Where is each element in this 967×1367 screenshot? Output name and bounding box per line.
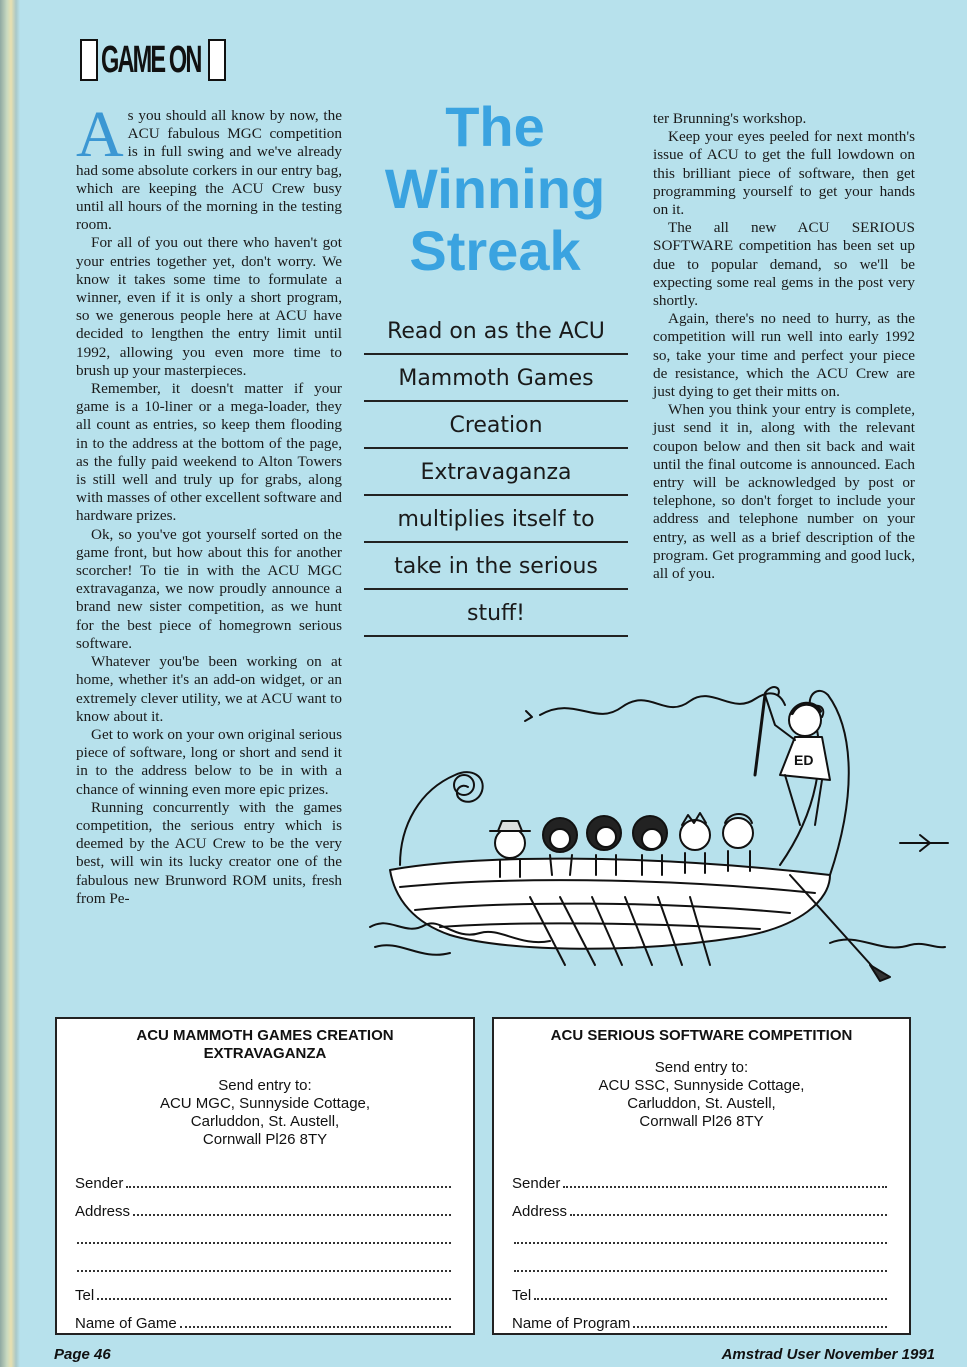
coupon-title: ACU SERIOUS SOFTWARE COMPETITION — [550, 1027, 853, 1044]
standfirst — [364, 310, 628, 639]
article-paragraph: Ok, so you've got yourself sorted on the game front, but how about this for another scorcher! To tie in with the ACU MGC extravaganza, we now proudly announce a brand new sister competition, as we hunt for the best piece of homegrown serious software. — [76, 525, 342, 652]
article-paragraph: As you should all know by now, the ACU fabulous MGC competition is in full swing and we've already had some absolute corkers in our entry bag, which are keeping the ACU Crew busy until all hours of the morning in the testing room. — [76, 98, 342, 234]
coupon-form — [512, 1164, 887, 1332]
viking-boat-cartoon — [360, 665, 950, 985]
tel-field[interactable]: Tel — [75, 1276, 451, 1304]
article-paragraph: Remember, it doesn't matter if your game is a 10-liner or a mega-loader, they all count as entries, so keep them flooding in to the address at the bottom of the page, as the fully paid weekend to Alton Towers is still well and truly up for grabs, along with masses of other excellent software and hardware prizes. — [76, 380, 342, 525]
article-paragraph: Again, there's no need to hurry, as the competition will run well into early 1992 so, take your time and perfect your piece de resistance, which the ACU Crew are just dying to get their mitts on. — [653, 310, 915, 401]
headline-line: The — [445, 95, 545, 158]
address-field[interactable]: Address — [75, 1192, 451, 1220]
article-paragraph: Keep your eyes peeled for next month's issue of ACU to get the full lowdown on this brilliant piece of software, then get programming yourself to get your hands on it. — [653, 128, 915, 219]
address-line-3[interactable] — [75, 1248, 451, 1276]
article-paragraph: Running concurrently with the games competition, the serious entry which is deemed by the ACU Crew to be the very best, will win its lucky creator one of the fabulous new Brunword ROM units, fresh from Pe- — [76, 798, 342, 907]
drop-cap: A — [76, 98, 124, 171]
coupon-games — [55, 1017, 475, 1335]
standfirst-line: multiplies itself to — [364, 498, 628, 543]
article-paragraph: For all of you out there who haven't got your entries together yet, don't worry. We know it takes some time to formulate a winner, even if it is only a short program, so we generous people here at ACU have decided to lengthen the entry limit until 1992, allowing you even more time to brush up your masterpieces. — [76, 234, 342, 379]
logo-left-box — [80, 39, 98, 81]
magazine-issue: Amstrad User November 1991 — [721, 1346, 935, 1363]
headline-line: Winning — [384, 157, 606, 220]
article-paragraph: Get to work on your own original serious piece of software, long or short and send it in to the address below to be in with a chance of winning even more epic prizes. — [76, 725, 342, 798]
page-number: Page 46 — [54, 1346, 111, 1363]
shirt-text: ED — [794, 752, 814, 768]
page-spine — [0, 0, 20, 1367]
logo-right-box — [208, 39, 226, 81]
article-paragraph: The all new ACU SERIOUS SOFTWARE competition has been set up due to popular demand, so we'll be expecting some real gems in the post very shortly. — [653, 219, 915, 310]
coupon-form — [75, 1164, 451, 1332]
article-column-left — [76, 98, 342, 908]
logo-text: GAME ON — [101, 39, 201, 81]
coupon-send-label: Send entry to: — [218, 1077, 312, 1094]
address-line-2[interactable] — [75, 1220, 451, 1248]
tel-field[interactable]: Tel — [512, 1276, 887, 1304]
section-logo — [80, 38, 226, 82]
coupon-title: ACU MAMMOTH GAMES CREATION EXTRAVAGANZA — [136, 1027, 394, 1062]
article-paragraph: When you think your entry is complete, just send it in, along with the relevant coupon below and then sit back and wait until the final outcome is announced. Each entry will be acknowledged by post or telephone, so don't forget to include your address and telephone number on your entry, as well as a brief description of the program. Get programming and good luck, all of you. — [653, 401, 915, 583]
headline-line: Streak — [409, 219, 581, 282]
standfirst-line: Read on as the ACU — [364, 310, 628, 355]
sender-field[interactable]: Sender — [75, 1164, 451, 1192]
standfirst-line: Creation — [364, 404, 628, 449]
address-line-3[interactable] — [512, 1248, 887, 1276]
headline — [350, 96, 640, 282]
coupon-software — [492, 1017, 911, 1335]
game-name-field[interactable]: Name of Game — [75, 1304, 451, 1332]
standfirst-line: stuff! — [364, 592, 628, 637]
coupon-address: Send entry to: ACU SSC, Sunnyside Cottage, Carluddon, St. Austell, Cornwall Pl26 8TY — [494, 1059, 909, 1131]
standfirst-line: Mammoth Games — [364, 357, 628, 402]
address-line-2[interactable] — [512, 1220, 887, 1248]
article-column-right — [653, 110, 915, 583]
article-paragraph: ter Brunning's workshop. — [653, 110, 807, 127]
address-field[interactable]: Address — [512, 1192, 887, 1220]
standfirst-line: Extravaganza — [364, 451, 628, 496]
standfirst-line: take in the serious — [364, 545, 628, 590]
coupon-address: Send entry to: ACU MGC, Sunnyside Cottage, Carluddon, St. Austell, Cornwall Pl26 8TY — [57, 1077, 473, 1149]
coupon-send-label: Send entry to: — [654, 1059, 749, 1076]
sender-field[interactable]: Sender — [512, 1164, 887, 1192]
article-paragraph: Whatever you'be been working on at home, whether it's an add-on widget, or an extremely clever utility, we at ACU want to know about it. — [76, 653, 342, 725]
program-name-field[interactable]: Name of Program — [512, 1304, 887, 1332]
